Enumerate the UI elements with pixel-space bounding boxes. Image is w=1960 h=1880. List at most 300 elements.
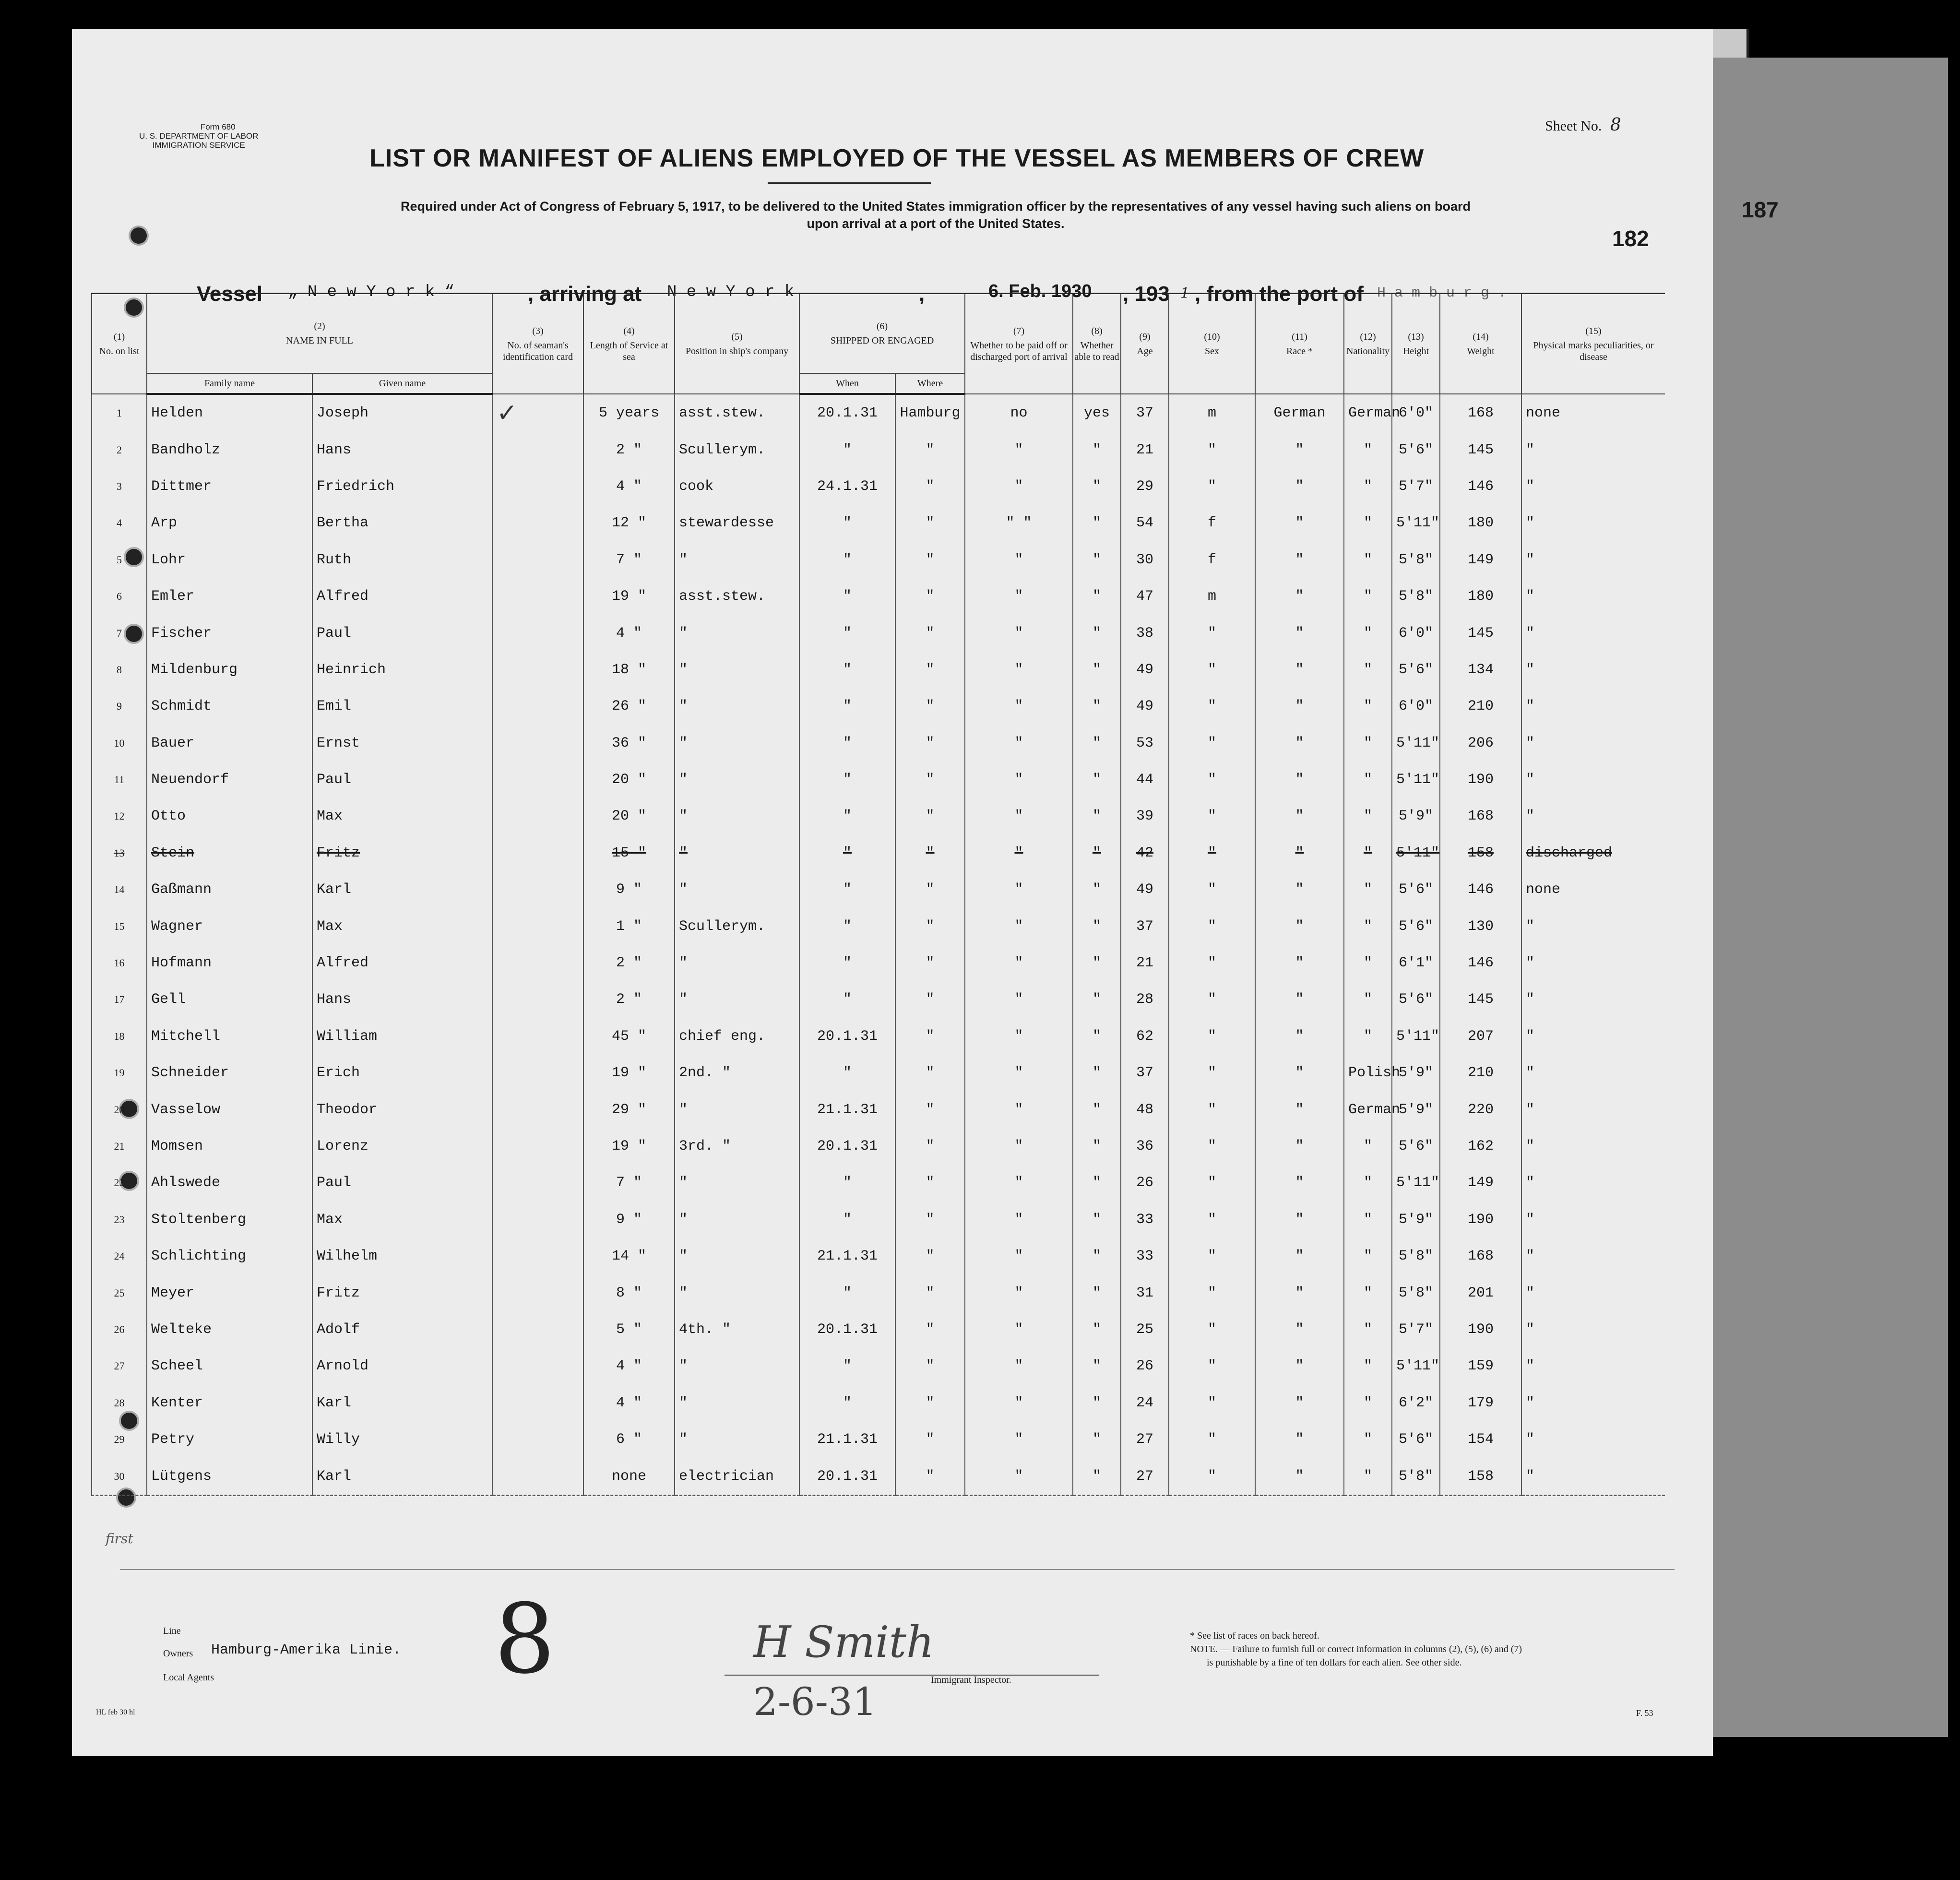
shipped-where: " (895, 1238, 965, 1274)
row-number: 3 (92, 468, 147, 505)
family-name: Neuendorf (147, 762, 312, 798)
id-card-check (492, 1458, 583, 1495)
height: 5'6" (1392, 871, 1440, 908)
sex: " (1169, 468, 1255, 505)
race: " (1255, 1274, 1344, 1311)
id-card-check (492, 1202, 583, 1238)
able-to-read: " (1073, 1458, 1121, 1495)
row-number: 19 (92, 1055, 147, 1091)
sex: m (1169, 578, 1255, 615)
weight: 207 (1440, 1018, 1521, 1055)
sex: " (1169, 798, 1255, 834)
weight: 190 (1440, 762, 1521, 798)
nationality: " (1344, 945, 1392, 981)
able-to-read: " (1073, 1311, 1121, 1348)
row-number: 6 (92, 578, 147, 615)
family-name: Schlichting (147, 1238, 312, 1274)
table-row (92, 835, 1665, 871)
physical-marks: " (1521, 908, 1665, 944)
age: 28 (1121, 981, 1169, 1018)
family-name: Otto (147, 798, 312, 834)
nationality: " (1344, 1348, 1392, 1384)
id-card-check (492, 981, 583, 1018)
note-line-2: is punishable by a fine of ten dollars for each alien. See other side. (1207, 1657, 1462, 1668)
races-footnote: * See list of races on back hereof. (1190, 1630, 1319, 1641)
family-name: Mildenburg (147, 652, 312, 688)
race: " (1255, 1385, 1344, 1421)
paid-off: " (965, 1202, 1073, 1238)
given-name: Hans (312, 431, 492, 468)
crew-manifest-table (91, 293, 1665, 1496)
height: 5'6" (1392, 981, 1440, 1018)
shipped-when: 20.1.31 (799, 1458, 895, 1495)
shipped-where: " (895, 981, 965, 1018)
position: electrician (675, 1458, 799, 1495)
col-height: (13) Height (1392, 294, 1440, 394)
sex: " (1169, 431, 1255, 468)
age: 25 (1121, 1311, 1169, 1348)
paid-off: " (965, 1238, 1073, 1274)
sex: " (1169, 908, 1255, 944)
weight: 145 (1440, 981, 1521, 1018)
date-stamp: 6. Feb. 1930 (988, 281, 1092, 301)
physical-marks: " (1521, 981, 1665, 1018)
table-row (92, 1421, 1665, 1458)
header-row (92, 294, 1665, 374)
shipped-where: " (895, 871, 965, 908)
row-number: 21 (92, 1128, 147, 1165)
family-name: Fischer (147, 615, 312, 651)
family-name: Schneider (147, 1055, 312, 1091)
row-number: 18 (92, 1018, 147, 1055)
given-name: Theodor (312, 1091, 492, 1128)
id-card-check (492, 542, 583, 578)
table-row (92, 394, 1665, 431)
position: asst.stew. (675, 394, 799, 431)
weight: 168 (1440, 1238, 1521, 1274)
vessel-label: Vessel (197, 282, 263, 306)
id-card-check (492, 798, 583, 834)
year-suffix: 1 (1180, 285, 1190, 302)
sex: " (1169, 688, 1255, 725)
sex: " (1169, 1238, 1255, 1274)
physical-marks: " (1521, 798, 1665, 834)
physical-marks: " (1521, 431, 1665, 468)
height: 5'9" (1392, 1055, 1440, 1091)
physical-marks: " (1521, 688, 1665, 725)
row-number: 24 (92, 1238, 147, 1274)
id-card-check (492, 725, 583, 762)
physical-marks: none (1521, 394, 1665, 431)
length-of-service: 20 " (583, 762, 675, 798)
sex: " (1169, 652, 1255, 688)
table-row (92, 1274, 1665, 1311)
paid-off: " (965, 1128, 1073, 1165)
shipped-where: " (895, 798, 965, 834)
id-card-check (492, 688, 583, 725)
col-given-name: Given name (312, 373, 492, 394)
position: " (675, 762, 799, 798)
row-number: 22 (92, 1165, 147, 1201)
physical-marks: " (1521, 505, 1665, 541)
table-row (92, 615, 1665, 651)
able-to-read: " (1073, 1421, 1121, 1458)
shipped-when: " (799, 578, 895, 615)
height: 5'6" (1392, 1421, 1440, 1458)
shipped-where: " (895, 908, 965, 944)
length-of-service: 20 " (583, 798, 675, 834)
paid-off: " (965, 725, 1073, 762)
position: 3rd. " (675, 1128, 799, 1165)
table-row (92, 1458, 1665, 1495)
nationality: " (1344, 652, 1392, 688)
col-where: Where (895, 373, 965, 394)
given-name: Max (312, 798, 492, 834)
physical-marks: " (1521, 615, 1665, 651)
race: " (1255, 1202, 1344, 1238)
table-row (92, 1091, 1665, 1128)
handwritten-number: 8 (494, 1583, 556, 1695)
height: 5'8" (1392, 1274, 1440, 1311)
weight: 149 (1440, 1165, 1521, 1201)
height: 5'9" (1392, 798, 1440, 834)
height: 6'0" (1392, 394, 1440, 431)
length-of-service: 7 " (583, 542, 675, 578)
shipped-where: " (895, 652, 965, 688)
height: 5'8" (1392, 542, 1440, 578)
length-of-service: 12 " (583, 505, 675, 541)
length-of-service: 19 " (583, 1128, 675, 1165)
given-name: Ruth (312, 542, 492, 578)
shipped-where: " (895, 1018, 965, 1055)
height: 5'11" (1392, 725, 1440, 762)
age: 49 (1121, 688, 1169, 725)
position: stewardesse (675, 505, 799, 541)
length-of-service: 2 " (583, 431, 675, 468)
weight: 206 (1440, 725, 1521, 762)
shipped-where: " (895, 615, 965, 651)
family-name: Mitchell (147, 1018, 312, 1055)
table-row (92, 1018, 1665, 1055)
age: 37 (1121, 908, 1169, 944)
row-number: 9 (92, 688, 147, 725)
paid-off: " (965, 1311, 1073, 1348)
able-to-read: " (1073, 871, 1121, 908)
race: " (1255, 945, 1344, 981)
height: 5'8" (1392, 1458, 1440, 1495)
length-of-service: 14 " (583, 1238, 675, 1274)
row-number: 27 (92, 1348, 147, 1384)
col-sex: (10) Sex (1169, 294, 1255, 394)
inspector-label: Immigrant Inspector. (931, 1675, 1011, 1685)
subtitle (202, 198, 1670, 232)
position: " (675, 1238, 799, 1274)
position: " (675, 1165, 799, 1201)
weight: 220 (1440, 1091, 1521, 1128)
position: " (675, 688, 799, 725)
given-name: Heinrich (312, 652, 492, 688)
id-card-check (492, 1311, 583, 1348)
able-to-read: " (1073, 1274, 1121, 1311)
origin-port: H a m b u r g . (1377, 285, 1507, 301)
nationality: " (1344, 981, 1392, 1018)
able-to-read: " (1073, 1165, 1121, 1201)
able-to-read: " (1073, 1238, 1121, 1274)
race: " (1255, 871, 1344, 908)
position: " (675, 1348, 799, 1384)
race: " (1255, 908, 1344, 944)
weight: 134 (1440, 652, 1521, 688)
shipped-where: " (895, 1385, 965, 1421)
row-number: 17 (92, 981, 147, 1018)
shipped-when: 24.1.31 (799, 468, 895, 505)
family-name: Meyer (147, 1274, 312, 1311)
given-name: Max (312, 1202, 492, 1238)
id-card-check (492, 505, 583, 541)
length-of-service: 19 " (583, 1055, 675, 1091)
given-name: Fritz (312, 835, 492, 871)
physical-marks: " (1521, 1458, 1665, 1495)
sex: f (1169, 505, 1255, 541)
race: " (1255, 1091, 1344, 1128)
family-name: Welteke (147, 1311, 312, 1348)
able-to-read: " (1073, 1202, 1121, 1238)
age: 36 (1121, 1128, 1169, 1165)
able-to-read: " (1073, 542, 1121, 578)
nationality: " (1344, 505, 1392, 541)
position: " (675, 1385, 799, 1421)
table-row (92, 1055, 1665, 1091)
weight: 190 (1440, 1202, 1521, 1238)
paid-off: no (965, 394, 1073, 431)
able-to-read: " (1073, 578, 1121, 615)
form-code: F. 53 (1636, 1708, 1653, 1718)
sex: " (1169, 981, 1255, 1018)
length-of-service: 26 " (583, 688, 675, 725)
age: 26 (1121, 1348, 1169, 1384)
weight: 146 (1440, 945, 1521, 981)
nationality: Polish (1344, 1055, 1392, 1091)
weight: 210 (1440, 1055, 1521, 1091)
paid-off: " (965, 652, 1073, 688)
family-name: Dittmer (147, 468, 312, 505)
physical-marks: " (1521, 578, 1665, 615)
length-of-service: 29 " (583, 1091, 675, 1128)
physical-marks: none (1521, 871, 1665, 908)
height: 5'11" (1392, 1348, 1440, 1384)
table-row (92, 468, 1665, 505)
shipped-where: " (895, 578, 965, 615)
physical-marks: " (1521, 1128, 1665, 1165)
shipped-where: Hamburg (895, 394, 965, 431)
paid-off: " (965, 762, 1073, 798)
given-name: Willy (312, 1421, 492, 1458)
nationality: German (1344, 394, 1392, 431)
physical-marks: " (1521, 762, 1665, 798)
height: 5'11" (1392, 762, 1440, 798)
weight: 162 (1440, 1128, 1521, 1165)
length-of-service: 36 " (583, 725, 675, 762)
height: 5'8" (1392, 1238, 1440, 1274)
family-name: Lohr (147, 542, 312, 578)
id-card-check (492, 1385, 583, 1421)
shipped-when: " (799, 431, 895, 468)
physical-marks: " (1521, 652, 1665, 688)
age: 49 (1121, 871, 1169, 908)
position: " (675, 725, 799, 762)
given-name: Karl (312, 1458, 492, 1495)
family-name: Wagner (147, 908, 312, 944)
family-name: Ahlswede (147, 1165, 312, 1201)
row-number: 11 (92, 762, 147, 798)
shipped-where: " (895, 542, 965, 578)
footer-rule (120, 1569, 1675, 1570)
weight: 158 (1440, 1458, 1521, 1495)
given-name: Adolf (312, 1311, 492, 1348)
weight: 145 (1440, 615, 1521, 651)
height: 5'6" (1392, 652, 1440, 688)
nationality: " (1344, 725, 1392, 762)
weight: 190 (1440, 1311, 1521, 1348)
paid-off: " (965, 1091, 1073, 1128)
table-row (92, 725, 1665, 762)
id-card-check (492, 615, 583, 651)
able-to-read: " (1073, 652, 1121, 688)
sex: " (1169, 1091, 1255, 1128)
shipped-where: " (895, 505, 965, 541)
race: " (1255, 578, 1344, 615)
given-name: Karl (312, 871, 492, 908)
age: 54 (1121, 505, 1169, 541)
able-to-read: " (1073, 1091, 1121, 1128)
height: 5'11" (1392, 1018, 1440, 1055)
family-name: Helden (147, 394, 312, 431)
age: 48 (1121, 1091, 1169, 1128)
paid-off: " (965, 468, 1073, 505)
punch-hole (129, 226, 149, 246)
row-number: 1 (92, 394, 147, 431)
position: " (675, 871, 799, 908)
title-rule (768, 182, 931, 184)
able-to-read: yes (1073, 394, 1121, 431)
table-row (92, 1385, 1665, 1421)
nationality: " (1344, 798, 1392, 834)
position: Scullerym. (675, 431, 799, 468)
nationality: " (1344, 578, 1392, 615)
age: 37 (1121, 394, 1169, 431)
given-name: Friedrich (312, 468, 492, 505)
nationality: " (1344, 542, 1392, 578)
position: " (675, 1202, 799, 1238)
inspector-signature: H Smith (753, 1617, 935, 1667)
col-read: (8) Whether able to read (1073, 294, 1121, 394)
height: 6'2" (1392, 1385, 1440, 1421)
weight: 146 (1440, 871, 1521, 908)
race: German (1255, 394, 1344, 431)
length-of-service: 5 years (583, 394, 675, 431)
vessel-name: „ N e w Y o r k “ (288, 283, 454, 301)
position: cook (675, 468, 799, 505)
id-card-check (492, 908, 583, 944)
paid-off: " (965, 981, 1073, 1018)
sex: " (1169, 835, 1255, 871)
position: asst.stew. (675, 578, 799, 615)
shipped-when: " (799, 1274, 895, 1311)
table-row (92, 542, 1665, 578)
col-age: (9) Age (1121, 294, 1169, 394)
comma: , (919, 282, 925, 306)
row-number: 14 (92, 871, 147, 908)
shipped-where: " (895, 1348, 965, 1384)
position: " (675, 835, 799, 871)
shipped-when: 20.1.31 (799, 1311, 895, 1348)
given-name: Joseph (312, 394, 492, 431)
row-number: 28 (92, 1385, 147, 1421)
sex: " (1169, 615, 1255, 651)
length-of-service: 45 " (583, 1018, 675, 1055)
family-name: Momsen (147, 1128, 312, 1165)
able-to-read: " (1073, 1385, 1121, 1421)
nationality: " (1344, 468, 1392, 505)
age: 38 (1121, 615, 1169, 651)
sex: " (1169, 725, 1255, 762)
shipped-when: 20.1.31 (799, 394, 895, 431)
race: " (1255, 652, 1344, 688)
given-name: Alfred (312, 945, 492, 981)
col-when: When (799, 373, 895, 394)
race: " (1255, 762, 1344, 798)
physical-marks: " (1521, 1385, 1665, 1421)
able-to-read: " (1073, 505, 1121, 541)
local-agents-label: Local Agents (163, 1672, 214, 1683)
sex: " (1169, 1274, 1255, 1311)
nationality: " (1344, 1238, 1392, 1274)
col-paid-off: (7) Whether to be paid off or discharged port of arrival (965, 294, 1073, 394)
shipped-where: " (895, 1274, 965, 1311)
row-number: 26 (92, 1311, 147, 1348)
shipped-where: " (895, 1421, 965, 1458)
nationality: " (1344, 1311, 1392, 1348)
table-row (92, 1311, 1665, 1348)
paid-off: " (965, 871, 1073, 908)
position: " (675, 945, 799, 981)
sex: " (1169, 1458, 1255, 1495)
paid-off: " (965, 1018, 1073, 1055)
shipped-when: " (799, 871, 895, 908)
age: 47 (1121, 578, 1169, 615)
able-to-read: " (1073, 468, 1121, 505)
length-of-service: 4 " (583, 468, 675, 505)
year-prefix: , 193 (1123, 282, 1170, 306)
paid-off: " (965, 1055, 1073, 1091)
race: " (1255, 542, 1344, 578)
id-card-check (492, 1055, 583, 1091)
id-card-check (492, 871, 583, 908)
weight: 168 (1440, 394, 1521, 431)
shipped-where: " (895, 1202, 965, 1238)
weight: 168 (1440, 798, 1521, 834)
family-name: Emler (147, 578, 312, 615)
line-label: Line (163, 1626, 181, 1636)
shipped-when: " (799, 542, 895, 578)
race: " (1255, 1348, 1344, 1384)
arrival-port: N e w Y o r k (667, 283, 795, 301)
paid-off: " (965, 688, 1073, 725)
age: 37 (1121, 1055, 1169, 1091)
physical-marks: " (1521, 1348, 1665, 1384)
paid-off: " " (965, 505, 1073, 541)
sex: " (1169, 1165, 1255, 1201)
